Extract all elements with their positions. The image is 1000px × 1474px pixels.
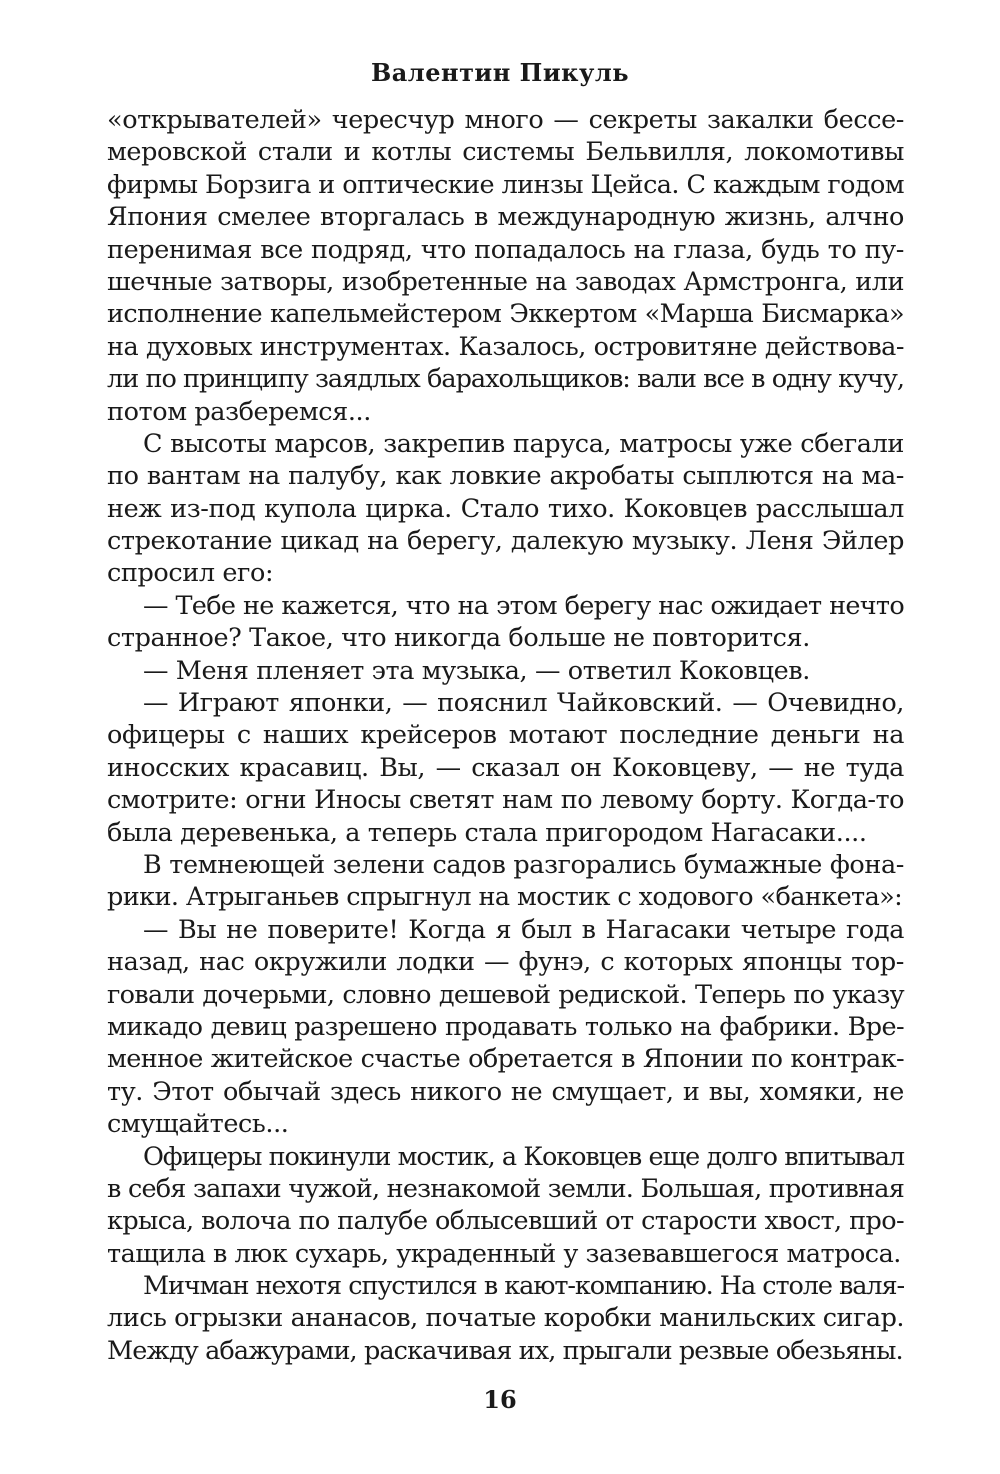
text-line: микадо девиц разрешено продавать только на фабрики. Вре- [107,1011,904,1042]
text-line: стрекотание цикад на берегу, далекую музыку. Леня Эйлер [107,526,904,557]
text-line: потом разберемся... [107,396,371,427]
text-line: на духовых инструментах. Казалось, островитяне действова- [107,331,904,362]
running-head: Валентин Пикуль [370,58,630,87]
text-line: — Меня пленяет эта музыка, — ответил Коковцев. [143,655,810,686]
text-line: тащила в люк сухарь, украденный у зазевавшегося матроса. [107,1238,901,1269]
text-line: по вантам на палубу, как ловкие акробаты сыплются на ма- [107,461,904,492]
text-line: лись огрызки ананасов, початые коробки манильских сигар. [107,1303,904,1334]
text-line: фирмы Борзига и оптические линзы Цейса. С каждым годом [107,169,904,200]
text-line: шечные затворы, изобретенные на заводах Армстронга, или [107,266,904,297]
text-line: перенимая все подряд, что попадалось на глаза, будь то пу- [107,234,904,265]
text-line: иносских красавиц. Вы, — сказал он Коковцеву, — не туда [107,752,904,783]
text-line: Офицеры покинули мостик, а Коковцев еще долго впитывал [143,1141,904,1172]
text-line: Мичман нехотя спустился в кают-компанию. На столе валя- [143,1271,904,1302]
text-line: смотрите: огни Иносы светят нам по левому борту. Когда-то [107,785,904,816]
text-line: странное? Такое, что никогда больше не повторится. [107,623,810,654]
text-line: неж из-под купола цирка. Стало тихо. Коковцев расслышал [107,493,904,524]
text-line: «открывателей» чересчур много — секреты закалки бессе- [107,105,904,135]
body-text [107,104,904,1367]
text-line: говали дочерьми, словно дешевой редиской. Теперь по указу [107,979,904,1010]
text-line: менное житейское счастье обретается в Японии по контрак- [107,1044,904,1075]
text-line: — Играют японки, — пояснил Чайковский. — Очевидно, [143,688,904,719]
text-line: Между абажурами, раскачивая их, прыгали резвые обезьяны. [107,1335,903,1366]
text-line: С высоты марсов, закрепив паруса, матросы уже сбегали [143,428,904,459]
text-line: В темнеющей зелени садов разгорались бумажные фона- [143,849,904,880]
text-line: в себя запахи чужой, незнакомой земли. Большая, противная [107,1173,904,1204]
text-line: ту. Этот обычай здесь никого не смущает, и вы, хомяки, не [107,1076,904,1107]
text-line: — Вы не поверите! Когда я был в Нагасаки четыре года [143,914,904,945]
text-line: меровской стали и котлы системы Бельвилля, локомотивы [107,137,904,168]
text-line: была деревенька, а теперь стала пригородом Нагасаки.... [107,817,867,848]
text-line: Япония смелее вторгалась в международную жизнь, алчно [107,202,904,233]
text-line: крыса, волоча по палубе облысевший от старости хвост, про- [107,1206,904,1237]
text-line: спросил его: [107,558,274,589]
text-line: исполнение капельмейстером Эккертом «Марша Бисмарка» [107,299,904,330]
text-line: офицеры с наших крейсеров мотают последние деньги на [107,720,904,751]
text-line: ли по принципу заядлых барахольщиков: вали все в одну кучу, [107,364,904,395]
text-line: рики. Атрыганьев спрыгнул на мостик с ходового «банкета»: [107,882,903,913]
text-line: — Тебе не кажется, что на этом берегу нас ожидает нечто [143,590,904,621]
text-line: назад, нас окружили лодки — фунэ, с которых японцы тор- [107,947,904,978]
page-number: 16 [483,1385,517,1414]
text-line: смущайтесь... [107,1109,289,1140]
